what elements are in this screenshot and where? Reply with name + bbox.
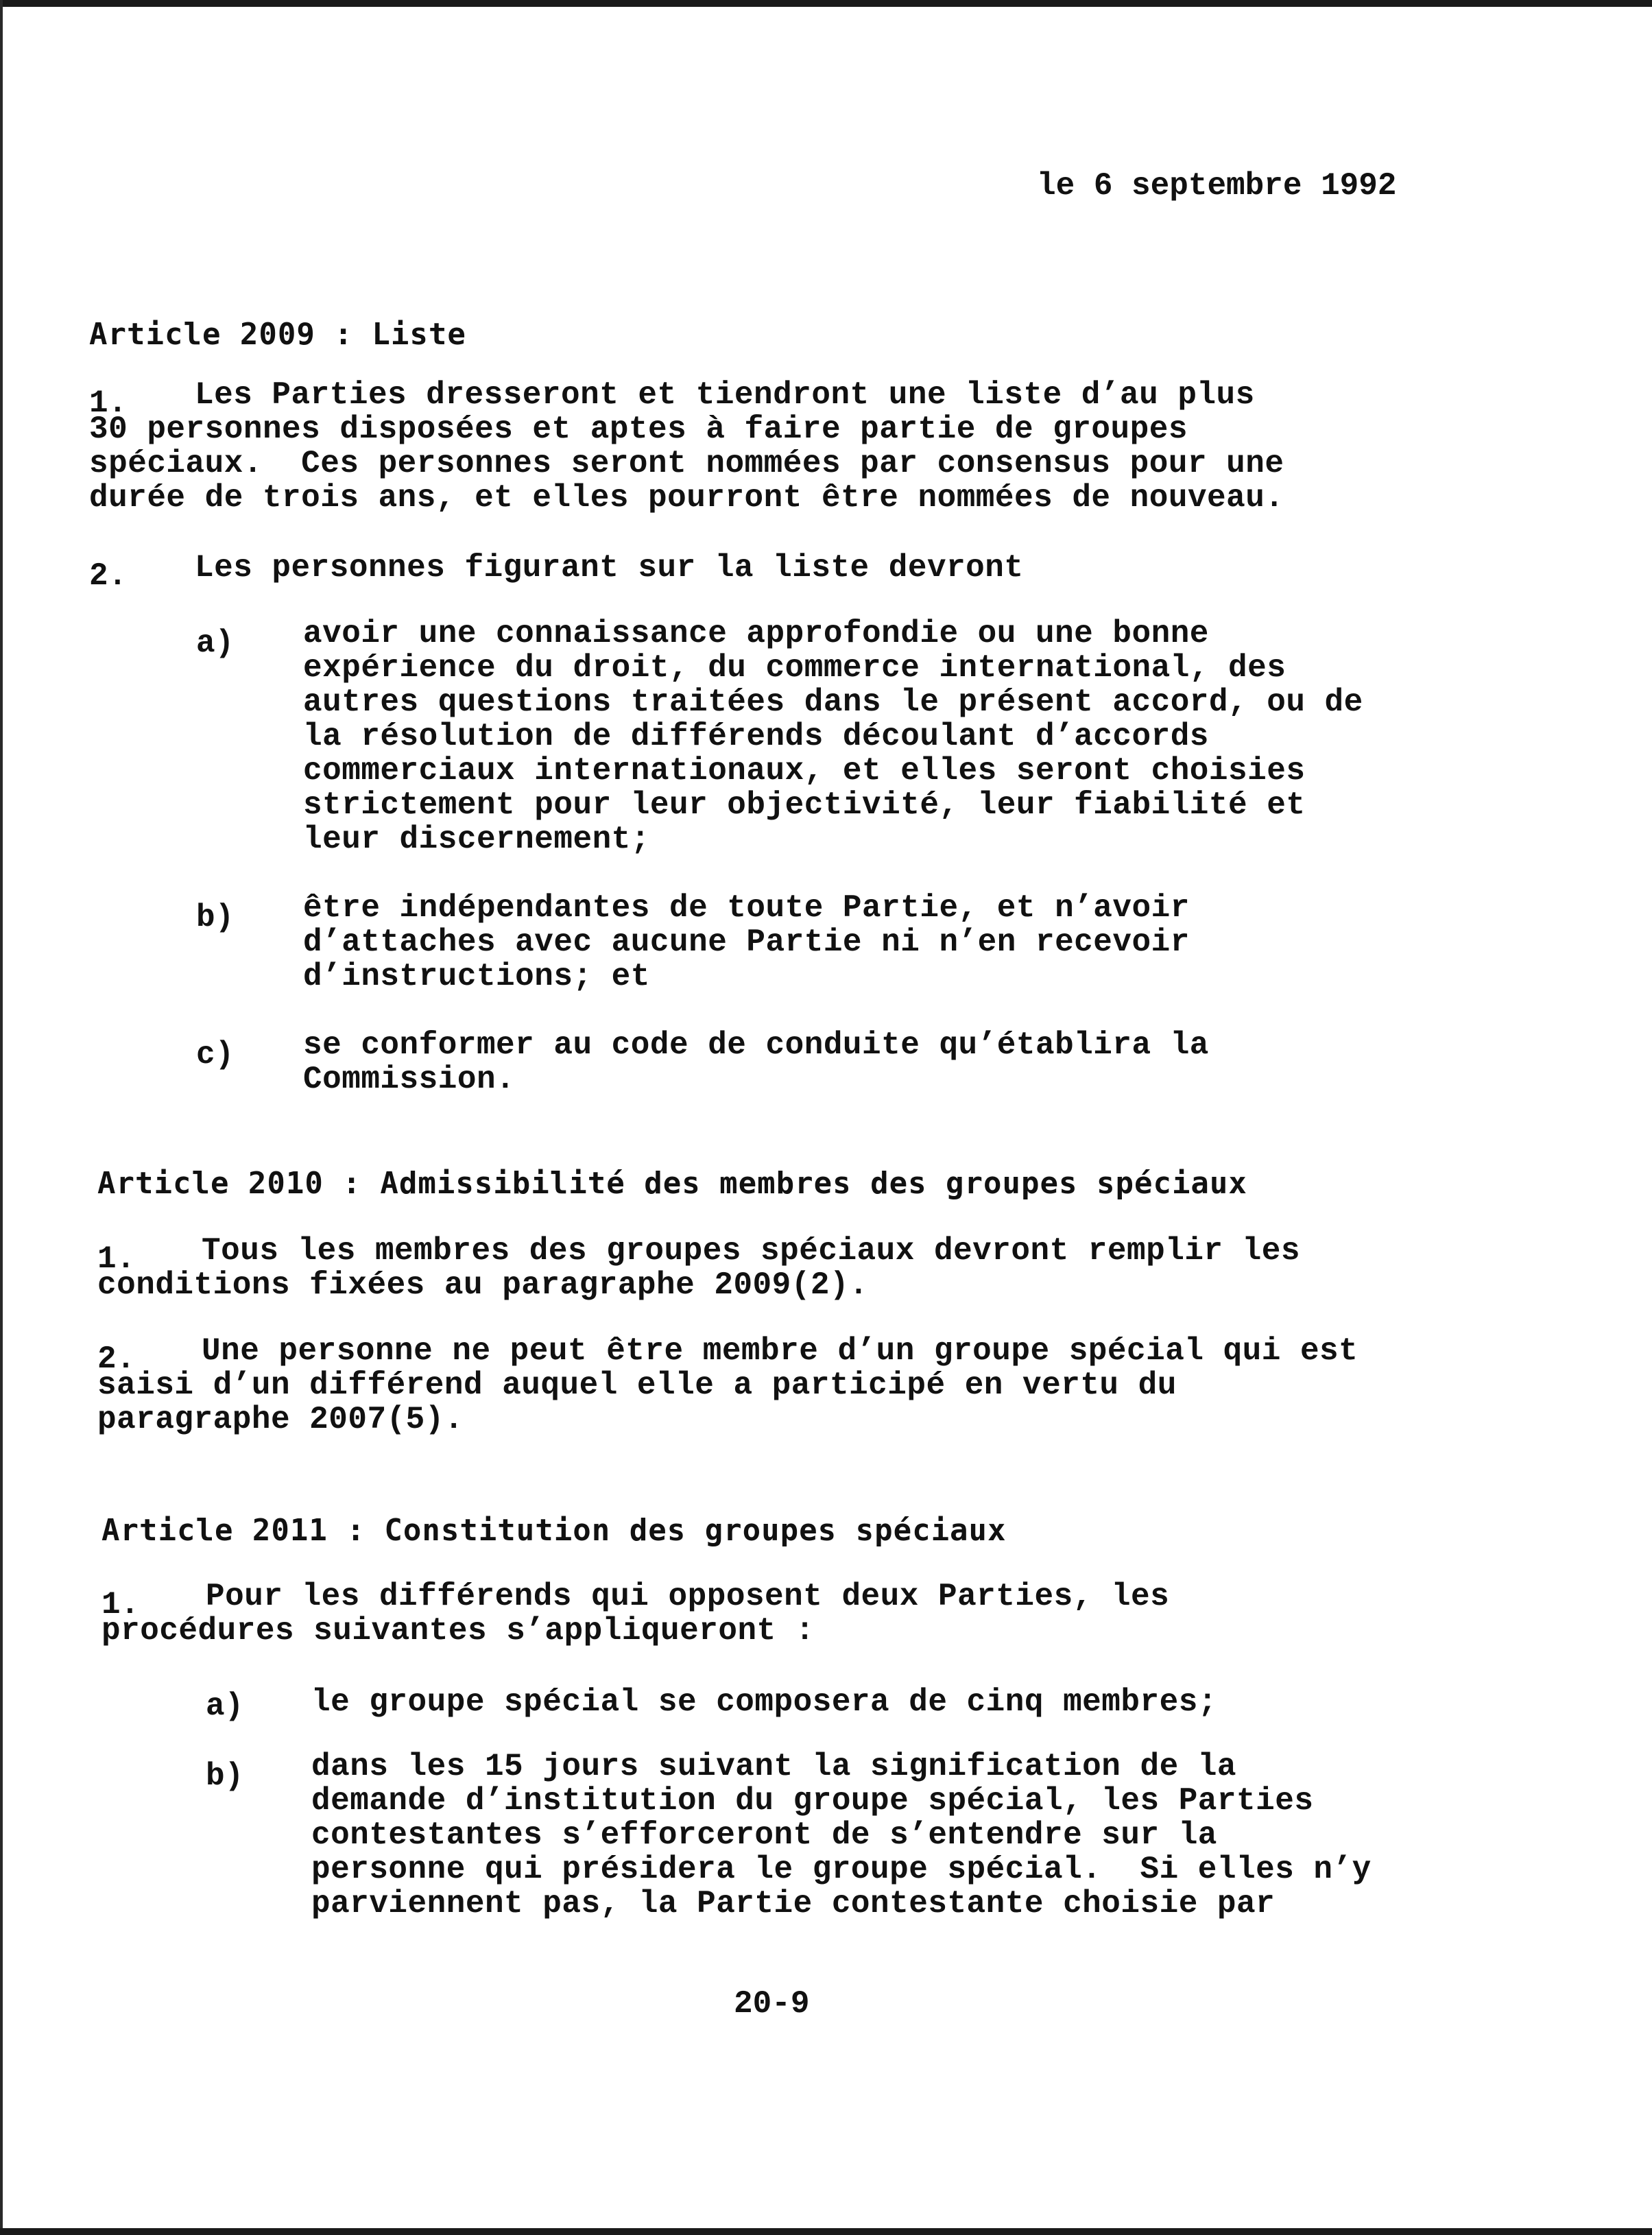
article-2009-p1-line: spéciaux. Ces personnes seront nommées par consensus pour une — [89, 446, 1284, 481]
article-2010-p1-number: 1. — [97, 1241, 136, 1277]
article-2010-heading: Article 2010 : Admissibilité des membres des groupes spéciaux — [97, 1166, 1247, 1201]
article-2011-item-b-line: contestantes s’efforceront de s’entendre sur la — [311, 1817, 1217, 1853]
article-2010-p1-line: Tous les membres des groupes spéciaux devront remplir les — [202, 1233, 1300, 1269]
article-2009-item-b-line: être indépendantes de toute Partie, et n’avoir — [303, 890, 1190, 926]
article-2011-item-a-line: le groupe spécial se composera de cinq membres; — [311, 1684, 1217, 1720]
article-2011-item-b-label: b) — [206, 1758, 244, 1794]
article-2009-p1-number: 1. — [89, 385, 128, 421]
document-date: le 6 septembre 1992 — [1037, 168, 1397, 204]
article-2009-item-a-line: leur discernement; — [303, 822, 650, 857]
article-2009-item-a-line: strictement pour leur objectivité, leur fiabilité et — [303, 787, 1306, 823]
article-2009-item-a-line: autres questions traitées dans le présent accord, ou de — [303, 684, 1363, 720]
article-2009-item-b-label: b) — [196, 900, 235, 935]
article-2009-p1-line: 30 personnes disposées et aptes à faire partie de groupes — [89, 411, 1188, 447]
article-2009-item-a-line: la résolution de différends découlant d’accords — [303, 719, 1209, 754]
article-2009-p2-number: 2. — [89, 558, 128, 594]
article-2011-heading: Article 2011 : Constitution des groupes spéciaux — [101, 1513, 1007, 1548]
article-2009-p2-intro: Les personnes figurant sur la liste devront — [195, 550, 1024, 586]
article-2011-item-b-line: demande d’institution du groupe spécial, les Parties — [311, 1783, 1314, 1819]
article-2009-item-a-line: commerciaux internationaux, et elles seront choisies — [303, 753, 1306, 789]
article-2011-item-b-line: dans les 15 jours suivant la signification de la — [311, 1749, 1237, 1784]
article-2010-p2-line: paragraphe 2007(5). — [97, 1402, 464, 1437]
article-2009-item-b-line: d’attaches avec aucune Partie ni n’en recevoir — [303, 924, 1190, 960]
article-2009-heading: Article 2009 : Liste — [89, 317, 466, 352]
article-2009-p1-line: durée de trois ans, et elles pourront être nommées de nouveau. — [89, 480, 1284, 516]
article-2010-p2-line: saisi d’un différend auquel elle a participé en vertu du — [97, 1367, 1177, 1403]
article-2009-p1-line: Les Parties dresseront et tiendront une liste d’au plus — [195, 377, 1255, 413]
article-2009-item-c-label: c) — [196, 1037, 235, 1073]
article-2009-item-c-line: Commission. — [303, 1062, 516, 1097]
article-2011-item-b-line: personne qui présidera le groupe spécial. Si elles n’y — [311, 1852, 1372, 1887]
article-2011-p1-number: 1. — [101, 1587, 140, 1623]
article-2009-item-a-line: expérience du droit, du commerce international, des — [303, 650, 1286, 686]
article-2009-item-c-line: se conformer au code de conduite qu’établira la — [303, 1027, 1209, 1063]
article-2010-p2-number: 2. — [97, 1341, 136, 1377]
article-2010-p2-line: Une personne ne peut être membre d’un groupe spécial qui est — [202, 1333, 1358, 1369]
article-2010-p1-line: conditions fixées au paragraphe 2009(2). — [97, 1267, 869, 1303]
article-2009-item-a-label: a) — [196, 625, 235, 661]
article-2011-p1-line: Pour les différends qui opposent deux Parties, les — [206, 1579, 1170, 1614]
article-2011-item-b-line: parviennent pas, la Partie contestante choisie par — [311, 1886, 1276, 1922]
article-2011-p1-line: procédures suivantes s’appliqueront : — [101, 1613, 815, 1649]
article-2011-item-a-label: a) — [206, 1688, 244, 1724]
page-number: 20-9 — [734, 1986, 810, 2022]
article-2009-item-a-line: avoir une connaissance approfondie ou une bonne — [303, 616, 1209, 652]
article-2009-item-b-line: d’instructions; et — [303, 959, 650, 994]
